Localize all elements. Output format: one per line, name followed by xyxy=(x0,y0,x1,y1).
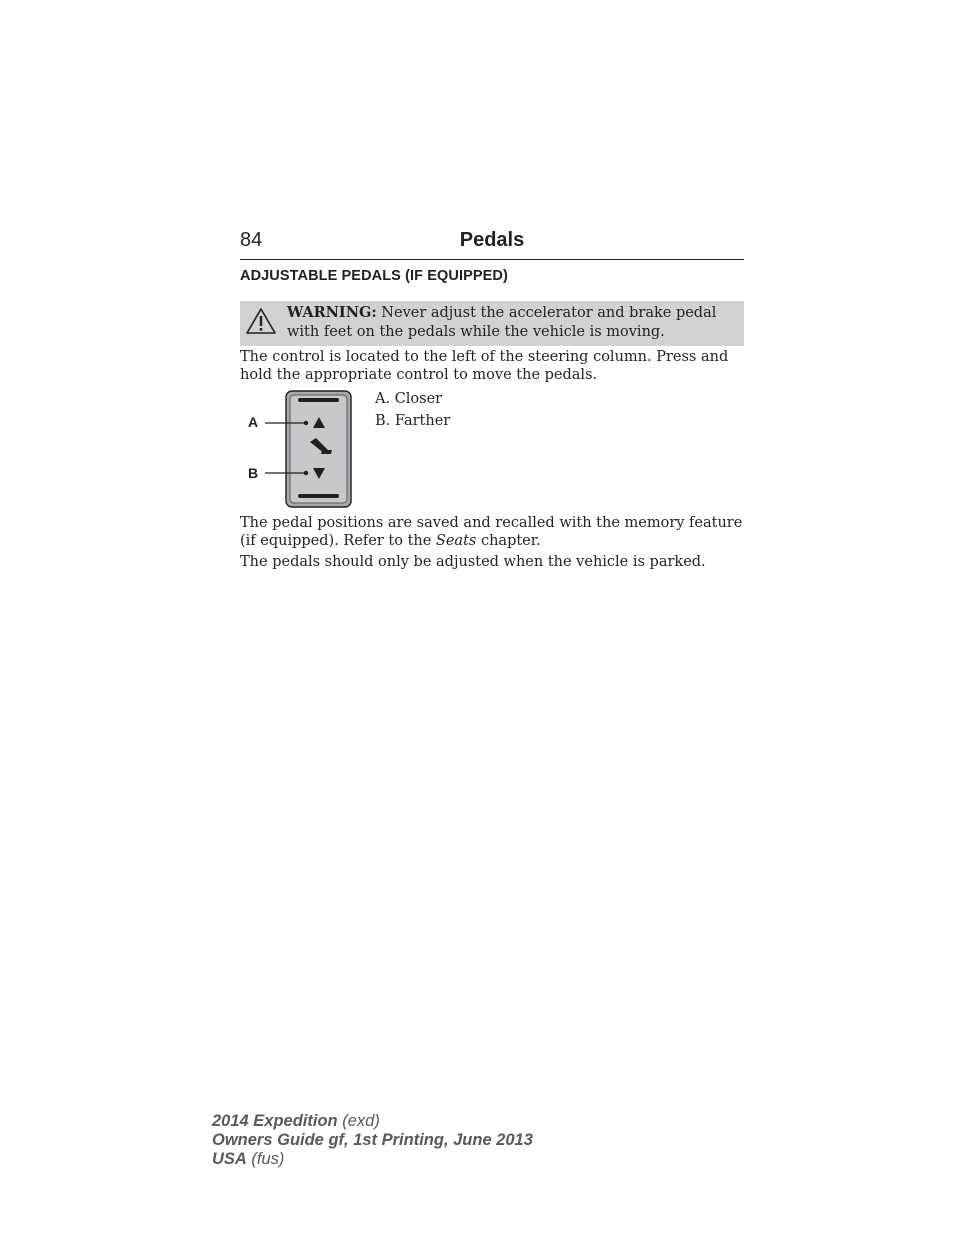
callout-a-label: A xyxy=(248,414,259,430)
warning-label: WARNING: xyxy=(287,304,377,321)
legend-item-b: B. Farther xyxy=(375,413,451,429)
footer-printing: Owners Guide gf, 1st Printing, June 2013 xyxy=(212,1131,533,1149)
page-header xyxy=(240,229,744,260)
warning-message: Never adjust the accelerator and brake pedal with feet on the pedals while the vehicle is moving. xyxy=(287,305,717,340)
section-heading: ADJUSTABLE PEDALS (IF EQUIPPED) xyxy=(240,268,508,284)
page-footer xyxy=(212,1112,533,1169)
figure-legend xyxy=(375,388,450,432)
warning-box xyxy=(240,301,744,346)
pedal-switch-illustration xyxy=(240,390,360,510)
footer-line-3 xyxy=(212,1150,533,1169)
footer-market-code: (fus) xyxy=(246,1150,285,1168)
page-number: 84 xyxy=(240,229,263,251)
footer-model-code: (exd) xyxy=(337,1112,380,1130)
warning-triangle-icon xyxy=(245,307,277,335)
memory-text-end: chapter. xyxy=(476,532,541,549)
control-location-paragraph: The control is located to the left of the steering column. Press and hold the appropriate control to move the pedals. xyxy=(240,349,729,383)
memory-text-start: The pedal positions are saved and recalled with the memory feature (if equipped). Refer to the xyxy=(240,515,743,549)
parked-note-paragraph: The pedals should only be adjusted when the vehicle is parked. xyxy=(240,554,706,570)
footer-line-2 xyxy=(212,1131,533,1150)
chapter-title: Pedals xyxy=(459,229,525,251)
pedal-control-figure xyxy=(240,390,360,510)
warning-text xyxy=(287,303,737,342)
callout-b-label: B xyxy=(248,465,259,481)
seats-chapter-reference: Seats xyxy=(435,532,477,549)
footer-model: 2014 Expedition xyxy=(212,1112,338,1130)
footer-line-1 xyxy=(212,1112,533,1131)
legend-item-a: A. Closer xyxy=(375,391,443,407)
memory-feature-paragraph xyxy=(240,515,744,550)
footer-market: USA xyxy=(212,1150,247,1168)
